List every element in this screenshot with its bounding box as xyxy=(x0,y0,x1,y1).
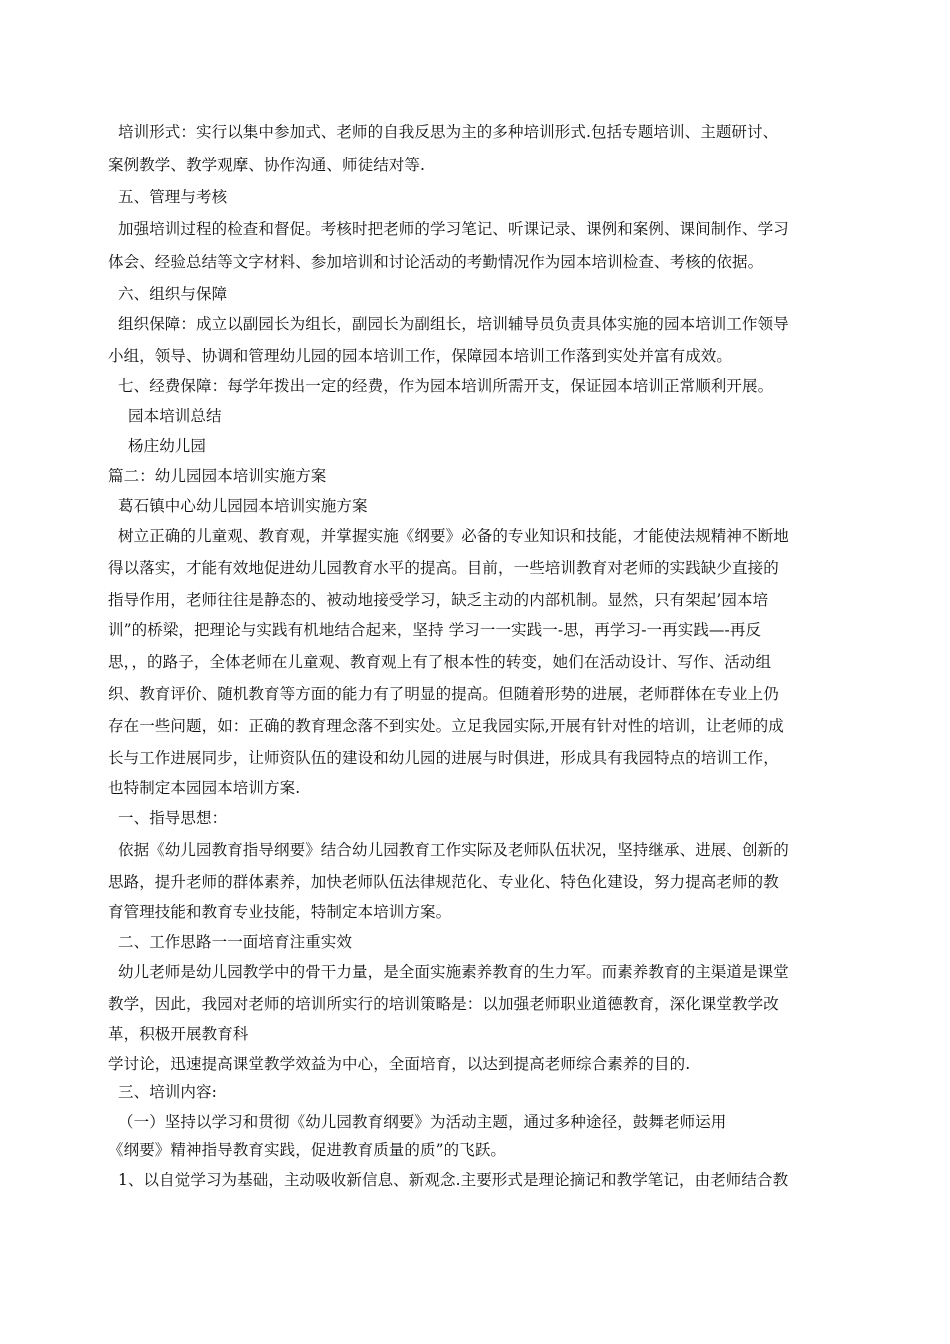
text-line: （一）坚持以学习和贯彻《幼儿园教育纲要》为活动主题，通过多种途径，鼓舞老师运用 xyxy=(118,1113,727,1131)
text-line: 学讨论，迅速提高课堂教学效益为中心，全面培育，以达到提高老师综合素养的目的. xyxy=(108,1055,691,1073)
section-heading: 五、管理与考核 xyxy=(118,188,228,206)
subtitle-line: 园本培训总结 xyxy=(128,407,222,425)
text-line: 织、教育评价、随机教育等方面的能力有了明显的提高。但随着形势的进展，老师群体在专业上仍 xyxy=(108,685,779,703)
text-line: 教学，因此，我园对老师的培训所实行的培训策略是：以加强老师职业道德教育，深化课堂教学改 xyxy=(108,995,779,1013)
text-line: 七、经费保障：每学年拨出一定的经费，作为园本培训所需开支，保证园本培训正常顺利开展。 xyxy=(118,377,774,395)
text-line: 1、以自觉学习为基础，主动吸收新信息、新观念.主要形式是理论摘记和教学笔记，由老师结合教 xyxy=(118,1171,789,1189)
subtitle-line: 葛石镇中心幼儿园园本培训实施方案 xyxy=(118,497,368,515)
text-line: 思路，提升老师的群体素养，加快老师队伍法律规范化、专业化、特色化建设，努力提高老师的教 xyxy=(108,873,779,891)
section-heading: 一、指导思想： xyxy=(118,809,228,827)
text-line: 培训形式：实行以集中参加式、老师的自我反思为主的多种培训形式.包括专题培训、主题研讨、 xyxy=(118,123,779,141)
section-heading: 三、培训内容: xyxy=(118,1083,217,1101)
text-line: 依据《幼儿园教育指导纲要》结合幼儿园教育工作实际及老师队伍状况，坚持继承、进展、创新的 xyxy=(118,841,789,859)
text-line: 思，，的路子，全体老师在儿童观、教育观上有了根本性的转变，她们在活动设计、写作、活动组 xyxy=(108,653,772,671)
text-line: 树立正确的儿童观、教育观，并掌握实施《纲要》必备的专业知识和技能，才能使法规精神不断地 xyxy=(118,527,789,545)
text-line: 组织保障：成立以副园长为组长，副园长为副组长，培训辅导员负责具体实施的园本培训工作领导 xyxy=(118,315,789,333)
text-line: 案例教学、教学观摩、协作沟通、师徒结对等. xyxy=(108,156,426,174)
text-line: 存在一些问题，如：正确的教育理念落不到实处。立足我园实际,开展有针对性的培训，让老师的成 xyxy=(108,717,784,735)
subtitle-line: 杨庄幼儿园 xyxy=(128,437,207,455)
text-line: 革，积极开展教育科 xyxy=(108,1025,249,1043)
text-line: 育管理技能和教育专业技能，特制定本培训方案。 xyxy=(108,903,452,921)
text-line: 体会、经验总结等文字材料、参加培训和讨论活动的考勤情况作为园本培训检查、考核的依据。 xyxy=(108,253,764,271)
text-line: 也特制定本园园本培训方案. xyxy=(108,779,301,797)
text-line: 得以落实，才能有效地促进幼儿园教育水平的提高。目前，一些培训教育对老师的实践缺少直接的 xyxy=(108,559,779,577)
section-heading: 二、工作思路一一面培育注重实效 xyxy=(118,933,353,951)
text-line: 《纲要》精神指导教育实践，促进教育质量的质”的飞跃。 xyxy=(108,1141,507,1159)
article-title: 篇二：幼儿园园本培训实施方案 xyxy=(108,467,327,485)
text-line: 加强培训过程的检查和督促。考核时把老师的学习笔记、听课记录、课例和案例、课间制作、学习 xyxy=(118,220,789,238)
text-line: 指导作用，老师往往是静态的、被动地接受学习，缺乏主动的内部机制。显然，只有架起’园本培 xyxy=(108,591,769,609)
section-heading: 六、组织与保障 xyxy=(118,285,228,303)
text-line: 幼儿老师是幼儿园教学中的骨干力量，是全面实施素养教育的生力军。而素养教育的主渠道是课堂 xyxy=(118,963,789,981)
text-line: 训”的桥梁，把理论与实践有机地结合起来，坚持 学习一一实践一-思，再学习-一再实践—-再反 xyxy=(108,621,762,639)
text-line: 小组，领导、协调和管理幼儿园的园本培训工作，保障园本培训工作落到实处并富有成效。 xyxy=(108,347,733,365)
text-line: 长与工作进展同步，让师资队伍的建设和幼儿园的进展与时俱进，形成具有我园特点的培训工作， xyxy=(108,749,779,767)
